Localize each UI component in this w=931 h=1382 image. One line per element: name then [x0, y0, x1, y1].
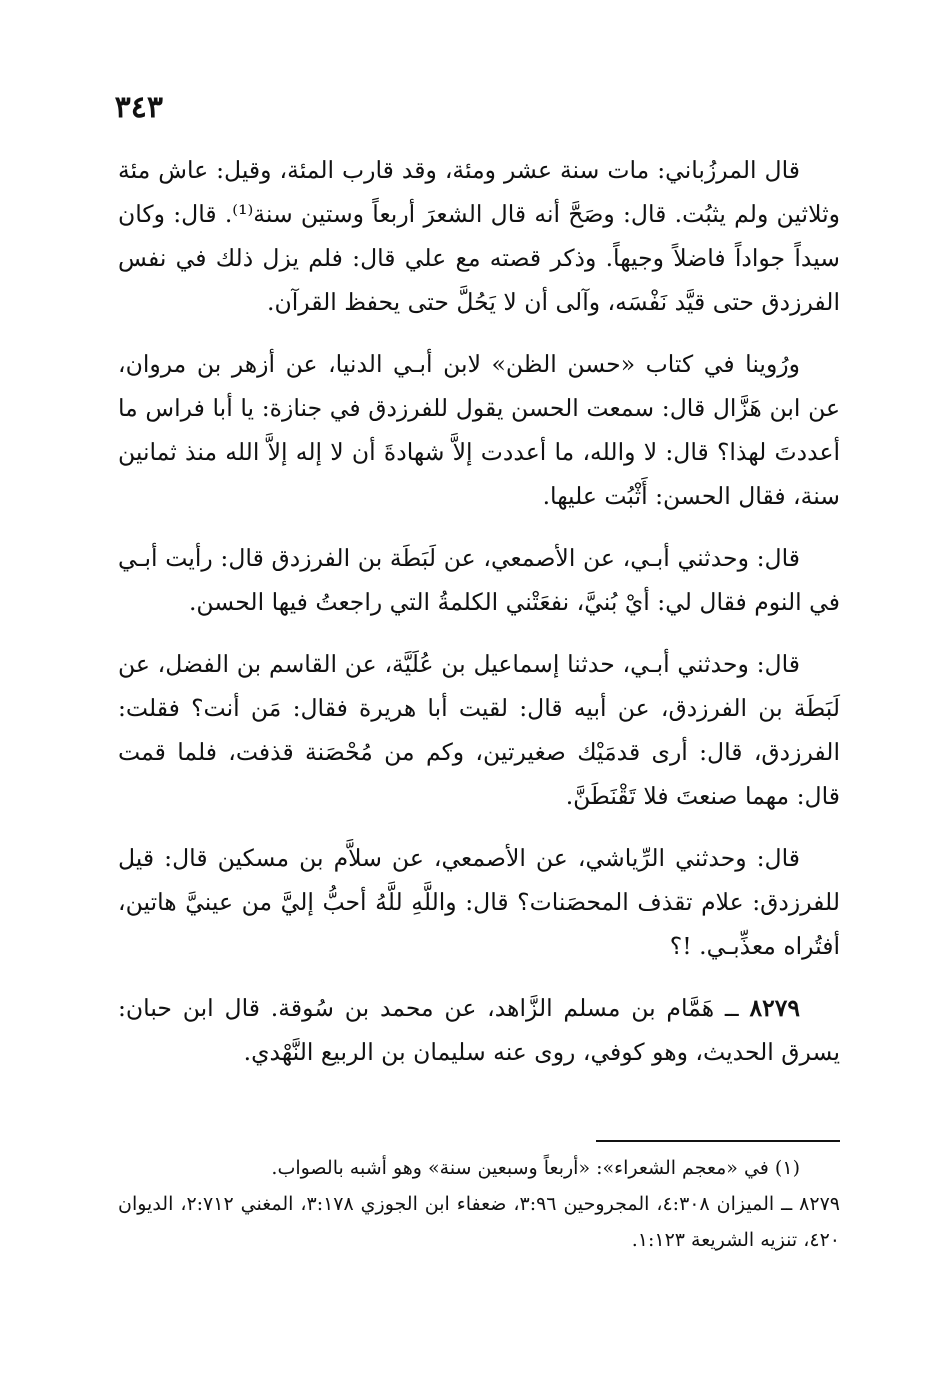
entry-number: ٨٢٧٩ — [749, 994, 800, 1022]
paragraph-3: قال: وحدثني أبـي، عن الأصمعي، عن لَبَطَة بن الفرزدق قال: رأيت أبـي في النوم فقال لي: أيْ بُنيَّ، نفعَتْني الكلمةُ التي راجعتُ فيها الحسن. — [118, 544, 840, 616]
footnote-divider — [596, 1140, 840, 1142]
paragraph-2: ورُوينا في كتاب «حسن الظن» لابن أبـي الدنيا، عن أزهر بن مروان، عن ابن هَزَّال قال: سمعت الحسن يقول للفرزدق في جنازة: يا أبا فراس ما أعددتَ لهذا؟ قال: لا والله، ما أعددت إلاَّ شهادةَ أن لا إله إلاَّ الله منذ ثمانين سنة، فقال الحسن: أَثْبُت عليها. — [118, 350, 840, 510]
entry-text: ــ هَمَّام بن مسلم الزَّاهد، عن محمد بن سُوقة. قال ابن حبان: يسرق الحديث، وهو كوفي، روى عنه سليمان بن الربيع النَّهْدي. — [118, 994, 840, 1066]
page-number: ٣٤٣ — [114, 90, 163, 125]
footnotes — [118, 1150, 840, 1258]
paragraph-1: قال المرزُباني: مات سنة عشر ومئة، وقد قارب المئة، وقيل: عاش مئة وثلاثين ولم يثبُت. قال: وصَحَّ أنه قال الشعرَ أربعاً وستين سنة⁽¹⁾. قال: وكان سيداً جواداً فاضلاً وجيهاً. وذكر قصته مع علي قال: فلم يزل ذلك في نفس الفرزدق حتى قيَّد نَفْسَه، وآلى أن لا يَحُلَّ حتى يحفظ القرآن. — [118, 156, 840, 316]
footnote-1: (١) في «معجم الشعراء»: «أربعاً وسبعين سنة» وهو أشبه بالصواب. — [271, 1157, 800, 1179]
entry-8279 — [118, 986, 840, 1074]
main-text — [118, 148, 840, 1092]
paragraph-5: قال: وحدثني الرِّياشي، عن الأصمعي، عن سلاَّم بن مسكين قال: قيل للفرزدق: علام تقذف المحصَنات؟ قال: واللَّهِ للَّهُ أحبُّ إليَّ من عينيَّ هاتين، أفتُراه معذِّبـي. !؟ — [118, 844, 840, 960]
paragraph-4: قال: وحدثني أبـي، حدثنا إسماعيل بن عُلَيَّة، عن القاسم بن الفضل، عن لَبَطَة بن الفرزدق، عن أبيه قال: لقيت أبا هريرة فقال: مَن أنت؟ فقلت: الفرزدق، قال: أرى قدمَيْك صغيرتين، وكم من مُحْصَنة قذفت، فلما قمت قال: مهما صنعتَ فلا تَقْنَطَنَّ. — [118, 650, 840, 810]
footnote-sources: ٨٢٧٩ ــ الميزان ٤:٣٠٨، المجروحين ٣:٩٦، ضعفاء ابن الجوزي ٣:١٧٨، المغني ٢:٧١٢، الديوان ٤٢٠، تنزيه الشريعة ١:١٢٣. — [118, 1193, 840, 1251]
